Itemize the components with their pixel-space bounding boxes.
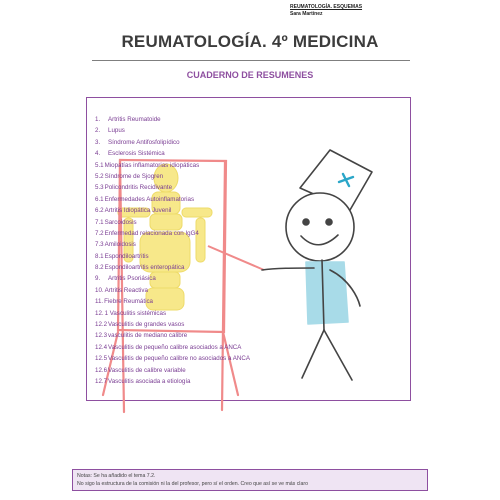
- toc-item-label: Espondiloartritis: [104, 252, 149, 260]
- toc-item-number: 12.7: [95, 377, 108, 385]
- toc-item[interactable]: [95, 342, 250, 353]
- page-subtitle: CUADERNO DE RESUMENES: [186, 70, 314, 80]
- toc-item[interactable]: [95, 308, 250, 319]
- notes-line-1: Notas: Se ha añadido el tema 7.2.: [77, 473, 156, 479]
- toc-item[interactable]: [95, 148, 250, 159]
- toc-item-label: Vasculitis de pequeño calibre asociados a ANCA: [108, 343, 242, 351]
- toc-item-label: Vasculitis de pequeño calibre no asociados a ANCA: [108, 355, 250, 363]
- toc-item-number: 3.: [95, 138, 101, 146]
- toc-item-number: 8.1: [95, 252, 104, 260]
- toc-item[interactable]: [95, 296, 250, 307]
- toc-item[interactable]: [95, 285, 250, 296]
- toc-item-number: 5.3: [95, 184, 104, 192]
- toc-item-label: Enfermedades Autoinflamatorias: [104, 195, 195, 203]
- header-subject: REUMATOLOGÍA. ESQUEMAS: [290, 4, 363, 10]
- toc-item[interactable]: [95, 330, 250, 341]
- toc-item-number: 12.4: [95, 343, 108, 351]
- toc-item-number: 8.2: [95, 264, 104, 272]
- notes-line-2: No sigo la estructura de la comisión ni la del profesor, pero sí el orden. Creo que así se ve más claro: [77, 481, 308, 487]
- toc-item-number: 11.: [95, 298, 104, 306]
- toc-item-number: 12.2: [95, 321, 108, 329]
- toc-item-label: Sarcoidosis: [104, 218, 137, 226]
- toc-item-number: 7.3: [95, 241, 104, 249]
- toc-item[interactable]: [95, 376, 250, 387]
- toc-item-number: 12.5: [95, 355, 108, 363]
- toc-item-number: 12.: [95, 309, 104, 317]
- toc-item-label: Artritis Reactiva: [104, 286, 148, 294]
- toc-item[interactable]: [95, 365, 250, 376]
- toc-item[interactable]: [95, 194, 250, 205]
- toc-item[interactable]: [95, 353, 250, 364]
- toc-item[interactable]: [95, 160, 250, 171]
- toc-item-label: Artritis Idiopática Juvenil: [104, 207, 172, 215]
- toc-item-number: 2.: [95, 127, 101, 135]
- toc-item-label: Vasculitis de grandes vasos: [108, 321, 185, 329]
- header-author: Sara Martínez: [290, 11, 323, 17]
- toc-item[interactable]: [95, 114, 250, 125]
- toc-item-label: Vasculitis de calibre variable: [108, 366, 186, 374]
- toc-item-number: 7.1: [95, 218, 104, 226]
- toc-item-number: 6.1: [95, 195, 104, 203]
- toc-item[interactable]: [95, 217, 250, 228]
- toc-item-number: 12.6: [95, 366, 108, 374]
- toc-item[interactable]: [95, 137, 250, 148]
- toc-item-label: Amiloidosis: [104, 241, 136, 249]
- toc-item[interactable]: [95, 262, 250, 273]
- toc-item-label: Lupus: [108, 127, 125, 135]
- toc-item[interactable]: [95, 125, 250, 136]
- notes-box: [72, 469, 428, 491]
- toc-item-label: Fiebre Reumática: [104, 298, 153, 306]
- toc-item-label: Artritis Reumatoide: [108, 116, 161, 123]
- toc-item-number: 5.2: [95, 172, 104, 180]
- toc-item[interactable]: [95, 319, 250, 330]
- toc-item-label: Espondiloartritis enteropática: [104, 264, 185, 272]
- toc-item[interactable]: [95, 251, 250, 262]
- table-of-contents: [95, 114, 250, 387]
- toc-item-label: Esclerosis Sistémica: [108, 150, 165, 158]
- toc-item-number: 5.1: [95, 161, 104, 169]
- toc-item-number: 9.: [95, 275, 101, 283]
- toc-item[interactable]: [95, 228, 250, 239]
- toc-item[interactable]: [95, 239, 250, 250]
- toc-item[interactable]: [95, 171, 250, 182]
- toc-item[interactable]: [95, 273, 250, 284]
- toc-item-number: 12.3: [95, 332, 108, 340]
- doctor-figure: [262, 150, 372, 380]
- toc-item-number: 1.: [95, 116, 101, 123]
- toc-item-label: vasculitis de mediano calibre: [108, 332, 188, 340]
- toc-item-number: 6.2: [95, 207, 104, 215]
- toc-item-label: Síndrome de Sjogren: [104, 172, 164, 180]
- page-title: REUMATOLOGÍA. 4º MEDICINA: [121, 32, 379, 51]
- toc-item-number: 7.2: [95, 229, 104, 237]
- toc-item[interactable]: [95, 205, 250, 216]
- toc-item-label: Artritis Psoriásica: [108, 275, 156, 283]
- toc-item[interactable]: [95, 182, 250, 193]
- toc-item-label: Miopatías inflamatorias idiopáticas: [104, 161, 200, 169]
- toc-item-label: Síndrome Antifosfolipídico: [108, 138, 180, 146]
- toc-item-label: Enfermedad relacionada con IgG4: [104, 229, 199, 237]
- toc-item-label: 1 Vasculitis sistémicas: [104, 309, 167, 317]
- toc-item-number: 10.: [95, 286, 104, 294]
- toc-item-label: Vasculitis asociada a etiología: [108, 377, 191, 385]
- toc-item-number: 4.: [95, 150, 101, 158]
- toc-item-label: Policondritis Recidivante: [104, 184, 173, 192]
